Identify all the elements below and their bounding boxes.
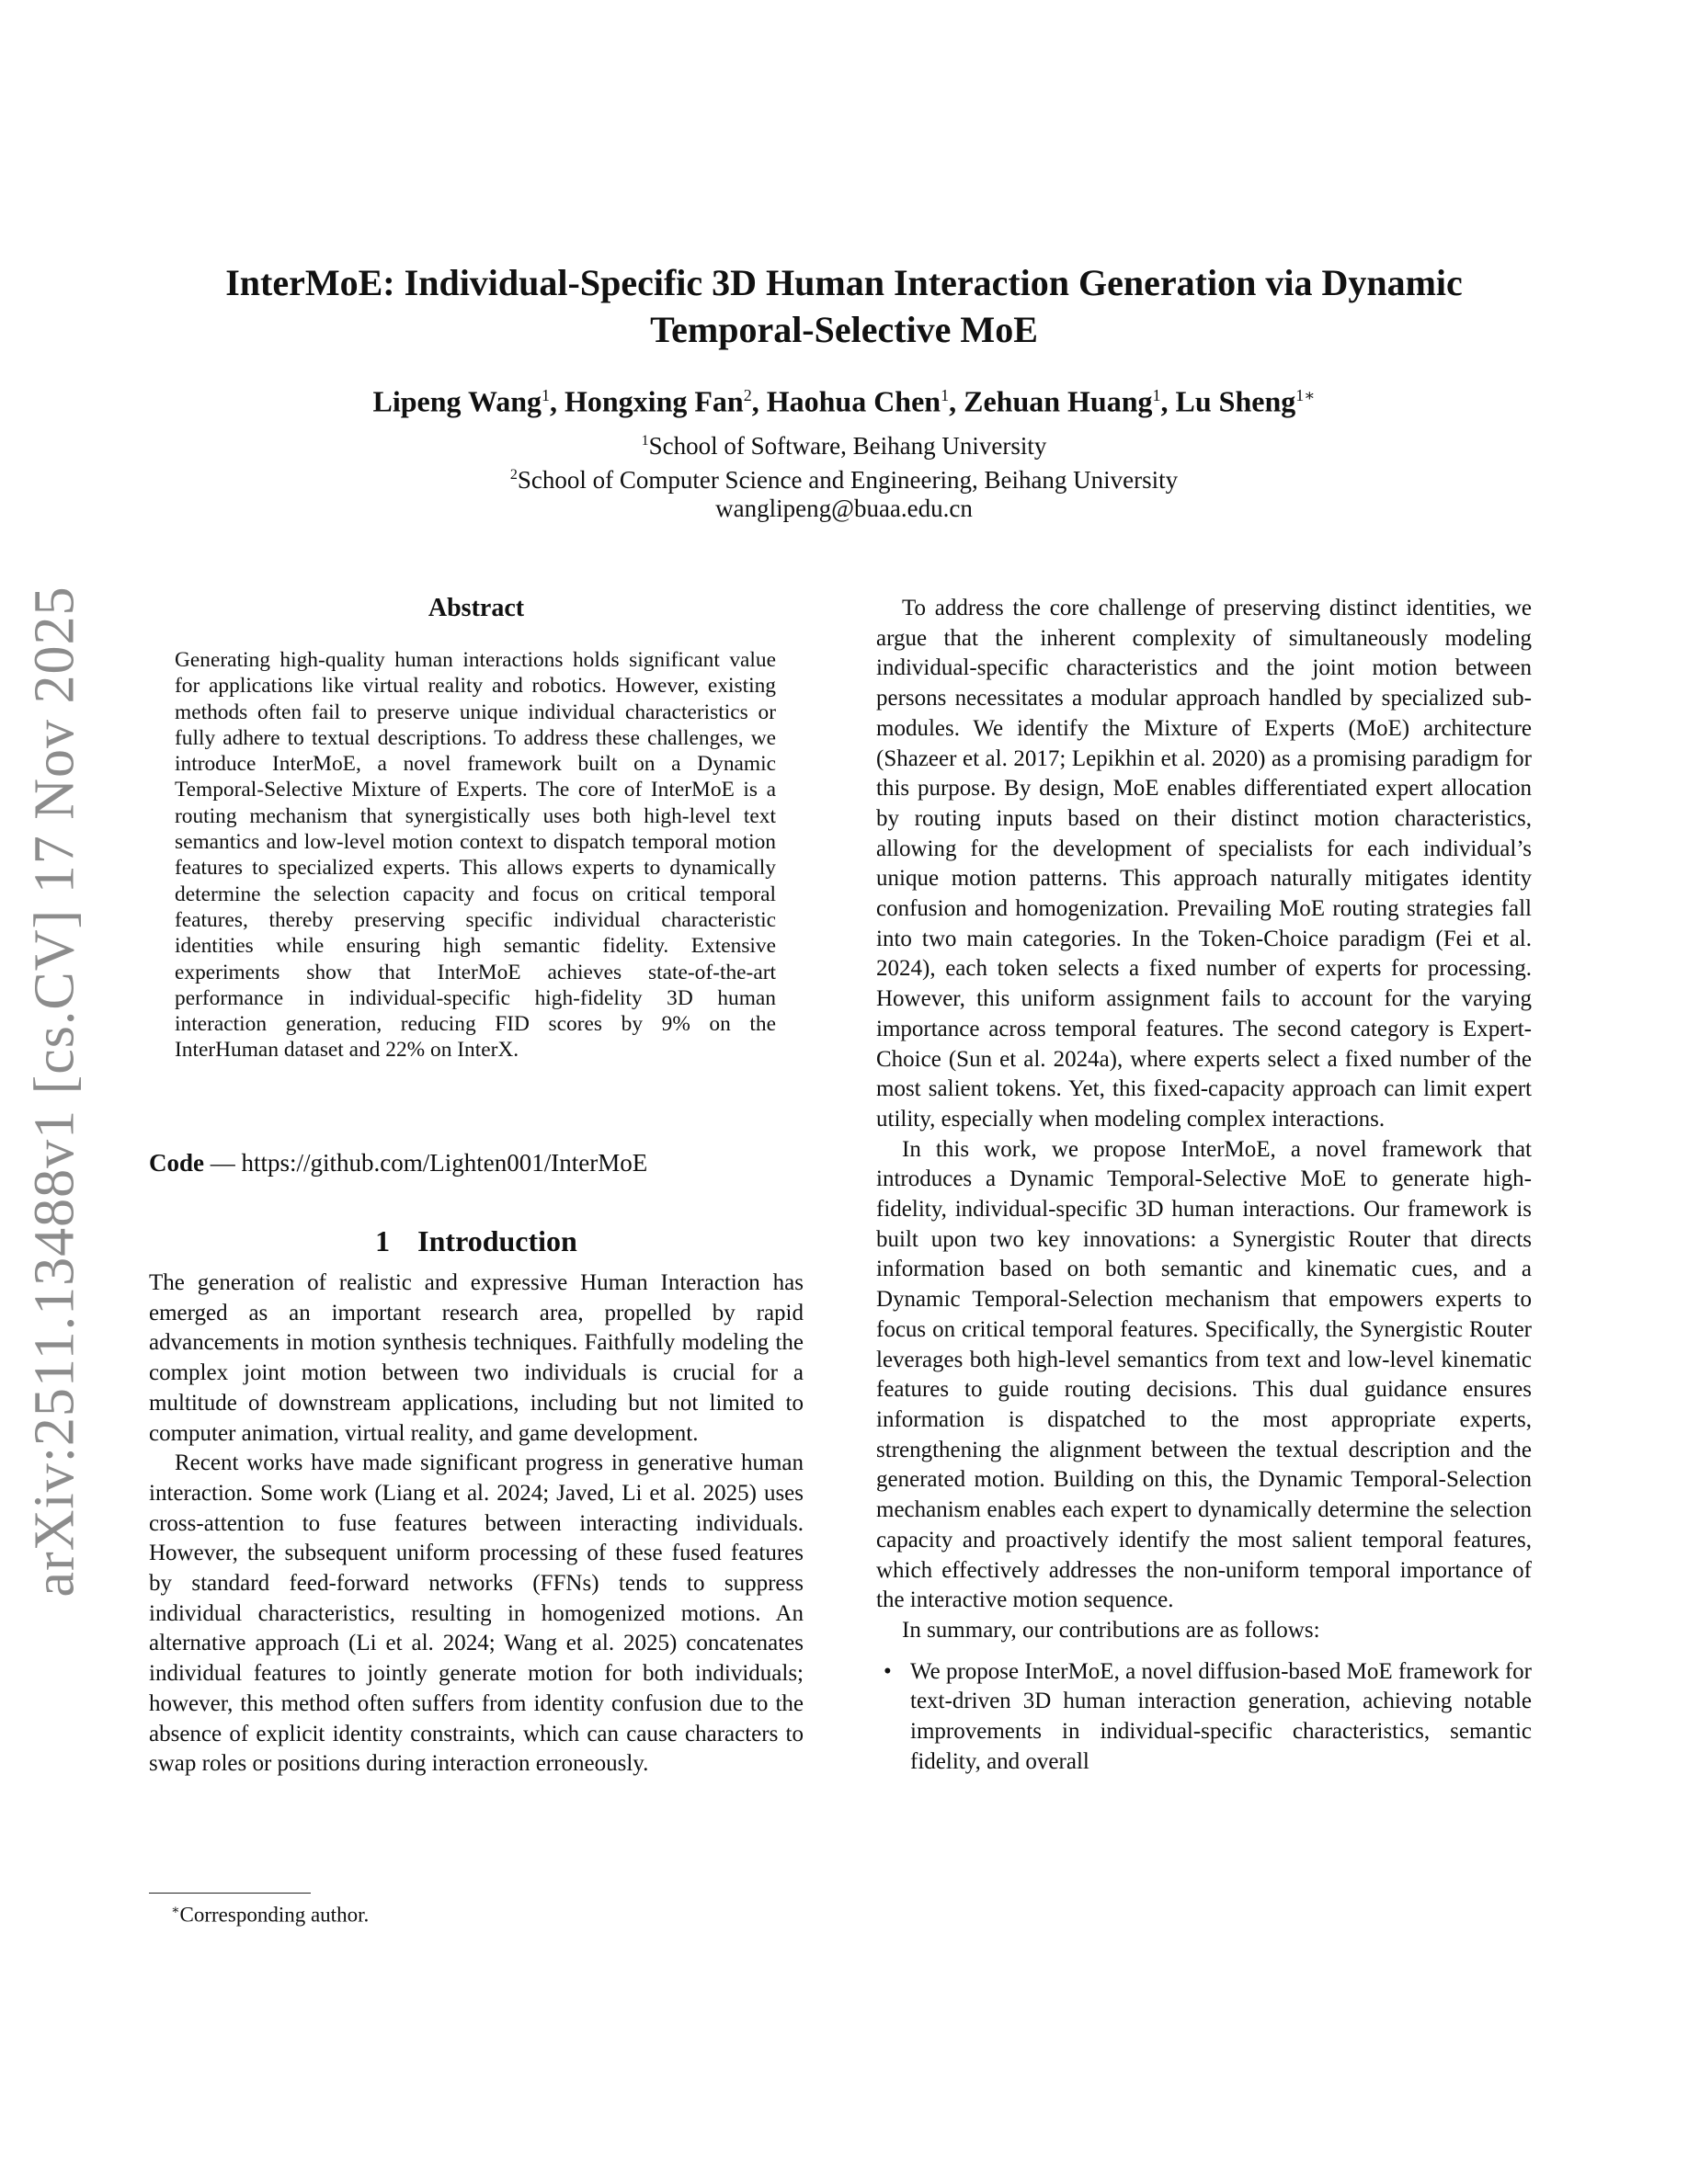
affiliation-mark: 2 bbox=[509, 467, 518, 483]
arxiv-stamp-text: arXiv:2511.13488v1 [cs.CV] 17 Nov 2025 bbox=[23, 586, 86, 1598]
intro-paragraph: In summary, our contributions are as follows: bbox=[902, 1617, 1320, 1643]
abstract-text: Generating high-quality human interactions holds significant value for applications like virtual reality and robotics. However, existing methods often fail to preserve unique individual characteristics or fully adhere to textual descriptions. To address these challenges, we introduce InterMoE, a novel framework built on a Dynamic Temporal-Selective Mixture of Experts. The core of InterMoE is a routing mechanism that synergistically uses both high-level text semantics and low-level motion context to dispatch temporal motion features to specialized experts. This allows experts to dynamically determine the selection capacity and focus on critical temporal features, thereby preserving specific individual characteristic identities while ensuring high semantic fidelity. Extensive experiments show that InterMoE achieves state-of-the-art performance in individual-specific high-fidelity 3D human interaction generation, reducing FID scores by 9% on the InterHuman dataset and 22% on InterX. bbox=[175, 648, 776, 1063]
footnote-text: Corresponding author. bbox=[179, 1903, 370, 1927]
author-affil-mark: 1∗ bbox=[1295, 386, 1316, 404]
code-url-link[interactable]: https://github.com/Lighten001/InterMoE bbox=[241, 1149, 648, 1177]
intro-paragraph: In this work, we propose InterMoE, a novel framework that introduces a Dynamic Temporal-Selective MoE to generate high-fidelity, individual-specific 3D human interactions. Our framework is built upon two key innovations: a Synergistic Router that directs information based on both semantic and kinematic cues, and a Dynamic Temporal-Selection mechanism that empowers experts to focus on critical temporal features. Specifically, the Synergistic Router leverages both high-level semantics from text and low-level kinematic features to guide routing decisions. This dual guidance ensures information is dispatched to the most appropriate experts, strengthening the alignment between the textual description and the generated motion. Building on this, the Dynamic Temporal-Selection mechanism enables each expert to dynamically determine the selection capacity and proactively identify the most salient temporal features, which effectively addresses the non-uniform temporal importance of the interactive motion sequence. bbox=[876, 1136, 1532, 1613]
contribution-text: We propose InterMoE, a novel diffusion-based MoE framework for text-driven 3D human interaction generation, achieving notable improvements in individual-specific characteristics, semantic fidelity, and overall bbox=[910, 1658, 1532, 1774]
intro-paragraph: The generation of realistic and expressive Human Interaction has emerged as an important research area, propelled by rapid advancements in motion synthesis techniques. Faithfully modeling the complex joint motion between two individuals is crucial for a multitude of downstream applications, including but not limited to computer animation, virtual reality, and game development. bbox=[149, 1270, 804, 1446]
code-label: Code bbox=[149, 1149, 204, 1177]
email: wanglipeng@buaa.edu.cn bbox=[715, 495, 973, 522]
author-name: Lipeng Wang bbox=[372, 384, 542, 418]
footnote bbox=[171, 1903, 369, 1928]
author-affil-mark: 1 bbox=[541, 386, 550, 404]
list-item bbox=[876, 1657, 1532, 1778]
section-number: 1 bbox=[375, 1224, 391, 1257]
affiliation-line bbox=[0, 427, 1688, 461]
bullet-icon: • bbox=[884, 1658, 892, 1684]
affiliations bbox=[0, 427, 1688, 523]
title-line-1: InterMoE: Individual-Specific 3D Human Interaction Generation via Dynamic bbox=[225, 262, 1463, 303]
affiliation-text: School of Computer Science and Engineering, Beihang University bbox=[517, 466, 1179, 494]
affiliation-line bbox=[0, 461, 1688, 495]
intro-right-column bbox=[876, 594, 1532, 1777]
affiliation-text: School of Software, Beihang University bbox=[648, 432, 1047, 460]
title-line-2: Temporal-Selective MoE bbox=[650, 309, 1038, 350]
section-title: Introduction bbox=[417, 1224, 577, 1257]
intro-paragraph: Recent works have made significant progress in generative human interaction. Some work (Liang et al. 2024; Javed, Li et al. 2025) uses cross-attention to fuse features between interacting individuals. However, the subsequent uniform processing of these fused features by standard feed-forward networks (FFNs) tends to suppress individual characteristics, resulting in homogenized motions. An alternative approach (Li et al. 2024; Wang et al. 2025) concatenates individual features to jointly generate motion for both individuals; however, this method often suffers from identity confusion due to the absence of explicit identity constraints, which can cause characters to swap roles or positions during interaction erroneously. bbox=[149, 1450, 804, 1777]
author-list: Lipeng Wang$^1$, Hongxing Fan$^2$, Haohua Chen$^1$, Zehuan Huang$^1$, Lu Sheng$^{1∗}$ bbox=[372, 384, 1316, 418]
affiliation-mark: 1 bbox=[641, 433, 649, 449]
author-name: Lu Sheng bbox=[1175, 384, 1296, 418]
arxiv-stamp bbox=[17, 586, 94, 1598]
paper-title bbox=[0, 259, 1688, 353]
footnote-mark: ∗ bbox=[171, 1904, 180, 1917]
author-affil-mark: 1 bbox=[1152, 386, 1161, 404]
code-separator: — bbox=[210, 1149, 235, 1177]
contributions-list bbox=[876, 1657, 1532, 1778]
section-heading bbox=[149, 1224, 804, 1258]
abstract-heading: Abstract bbox=[428, 594, 525, 622]
author-name: Hongxing Fan bbox=[564, 384, 744, 418]
author-name: Haohua Chen bbox=[766, 384, 941, 418]
author-affil-mark: 2 bbox=[743, 386, 752, 404]
footnote-divider bbox=[149, 1893, 311, 1894]
author-name: Zehuan Huang bbox=[964, 384, 1153, 418]
intro-left-column bbox=[149, 1268, 804, 1780]
intro-paragraph: To address the core challenge of preserving distinct identities, we argue that the inherent complexity of simultaneously modeling individual-specific characteristics and the joint motion between persons necessitates a modular approach handled by specialized sub-modules. We identify the Mixture of Experts (MoE) architecture (Shazeer et al. 2017; Lepikhin et al. 2020) as a promising paradigm for this purpose. By design, MoE enables differentiated expert allocation by routing inputs based on their distinct motion characteristics, allowing for the development of specialists for each individual’s unique motion patterns. This approach naturally mitigates identity confusion and homogenization. Prevailing MoE routing strategies fall into two main categories. In the Token-Choice paradigm (Fei et al. 2024), each token selects a fixed number of experts for processing. However, this uniform assignment fails to account for the varying importance across temporal features. The second category is Expert-Choice (Sun et al. 2024a), where experts select a fixed number of the most salient tokens. Yet, this fixed-capacity approach can limit expert utility, especially when modeling complex interactions. bbox=[876, 596, 1532, 1132]
author-affil-mark: 1 bbox=[941, 386, 950, 404]
code-line bbox=[149, 1149, 647, 1177]
